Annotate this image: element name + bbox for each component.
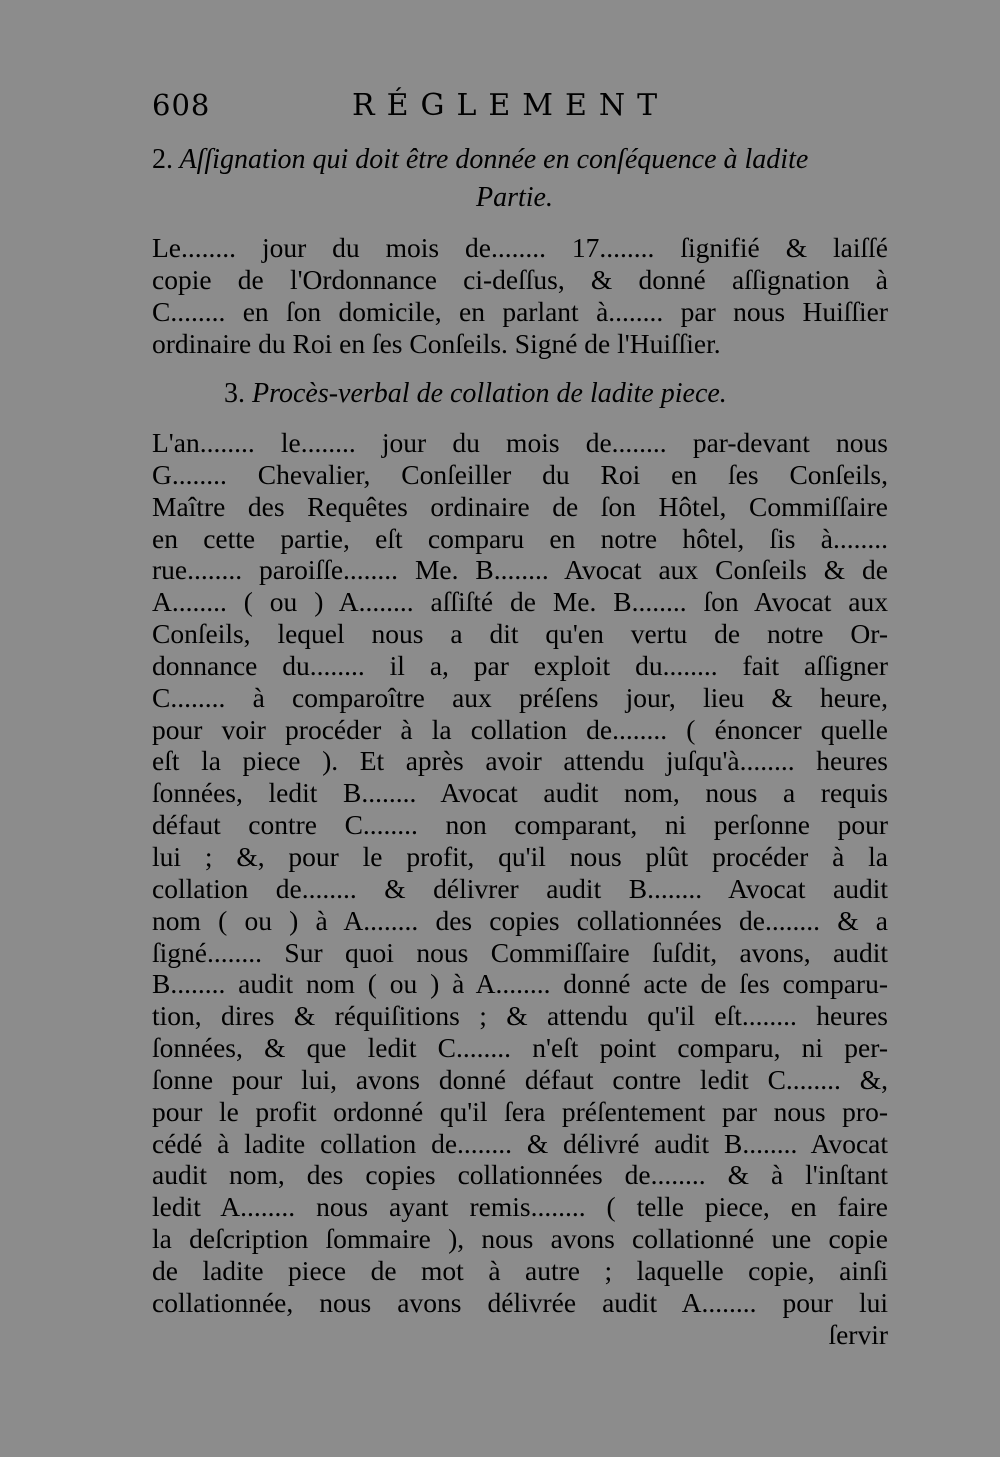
page-header [152, 88, 888, 128]
text-line: eſt la piece ). Et après avoir attendu juſqu'à........ heures [152, 745, 888, 777]
text-line: C........ en ſon domicile, en parlant à........ par nous Huiſſier [152, 295, 888, 327]
text-line: ordinaire du Roi en ſes Conſeils. Signé de l'Huiſſier. [152, 327, 721, 359]
text-line: G........ Chevalier, Conſeiller du Roi en ſes Conſeils, [152, 458, 888, 490]
paragraph-proces-verbal [152, 427, 888, 1350]
text-line: défaut contre C........ non comparant, ni perſonne pour [152, 809, 888, 841]
text-line: nom ( ou ) à A........ des copies collationnées de........ & a [152, 904, 888, 936]
paragraph-assignation [152, 232, 888, 359]
section-3-heading [224, 378, 727, 410]
text-line: pour le profit ordonné qu'il ſera préſentement par nous pro- [152, 1095, 888, 1127]
page-number: 608 [152, 88, 211, 122]
text-line: ſonnées, ledit B........ Avocat audit nom, nous a requis [152, 777, 888, 809]
text-line: en cette partie, eſt comparu en notre hôtel, ſis à........ [152, 522, 888, 554]
text-line: tion, dires & réquiſitions ; & attendu qu'il eſt........ heures [152, 1000, 888, 1032]
text-line: Conſeils, lequel nous a dit qu'en vertu de notre Or- [152, 618, 888, 650]
text-line: Maître des Requêtes ordinaire de ſon Hôtel, Commiſſaire [152, 490, 888, 522]
text-line: B........ audit nom ( ou ) à A........ donné acte de ſes comparu- [152, 968, 888, 1000]
text-line: ſigné........ Sur quoi nous Commiſſaire ſuſdit, avons, audit [152, 936, 888, 968]
text-line: ledit A........ nous ayant remis........ ( telle piece, en faire [152, 1191, 888, 1223]
section-2-number: 2. [152, 144, 173, 175]
text-line: pour voir procéder à la collation de........ ( énoncer quelle [152, 713, 888, 745]
text-line: L'an........ le........ jour du mois de........ par-devant nous [152, 427, 888, 458]
section-3-title: Procès-verbal de collation de ladite piece. [252, 378, 727, 409]
text-line: cédé à ladite collation de........ & délivré audit B........ Avocat [152, 1127, 888, 1159]
text-line: ſonne pour lui, avons donné défaut contre ledit C........ &, [152, 1063, 888, 1095]
text-line: Le........ jour du mois de........ 17........ ſignifié & laiſſé [152, 232, 888, 263]
section-2-title-line1: Aſſignation qui doit être donnée en conſéquence à ladite [179, 144, 809, 175]
section-3-number: 3. [224, 378, 245, 409]
section-2-heading [152, 144, 888, 176]
section-2-title-line2: Partie. [476, 182, 553, 213]
text-line: copie de l'Ordonnance ci-deſſus, & donné aſſignation à [152, 263, 888, 295]
text-line: rue........ paroiſſe........ Me. B........ Avocat aux Conſeils & de [152, 554, 888, 586]
text-line: donnance du........ il a, par exploit du........ fait aſſigner [152, 649, 888, 681]
text-line: A........ ( ou ) A........ aſſiſté de Me. B........ ſon Avocat aux [152, 586, 888, 618]
text-line: collationnée, nous avons délivrée audit A........ pour lui [152, 1286, 888, 1318]
text-line: de ladite piece de mot à autre ; laquelle copie, ainſi [152, 1254, 888, 1286]
running-title: RÉGLEMENT [352, 88, 670, 123]
text-line: audit nom, des copies collationnées de........ & à l'inſtant [152, 1159, 888, 1191]
text-line: ſonnées, & que ledit C........ n'eſt point comparu, ni per- [152, 1032, 888, 1064]
catchword: ſervir [828, 1318, 888, 1350]
text-line: la deſcription ſommaire ), nous avons collationné une copie [152, 1223, 888, 1255]
text-line: C........ à comparoître aux préſens jour, lieu & heure, [152, 681, 888, 713]
text-line: lui ; &, pour le profit, qu'il nous plût procéder à la [152, 840, 888, 872]
text-line: collation de........ & délivrer audit B........ Avocat audit [152, 872, 888, 904]
